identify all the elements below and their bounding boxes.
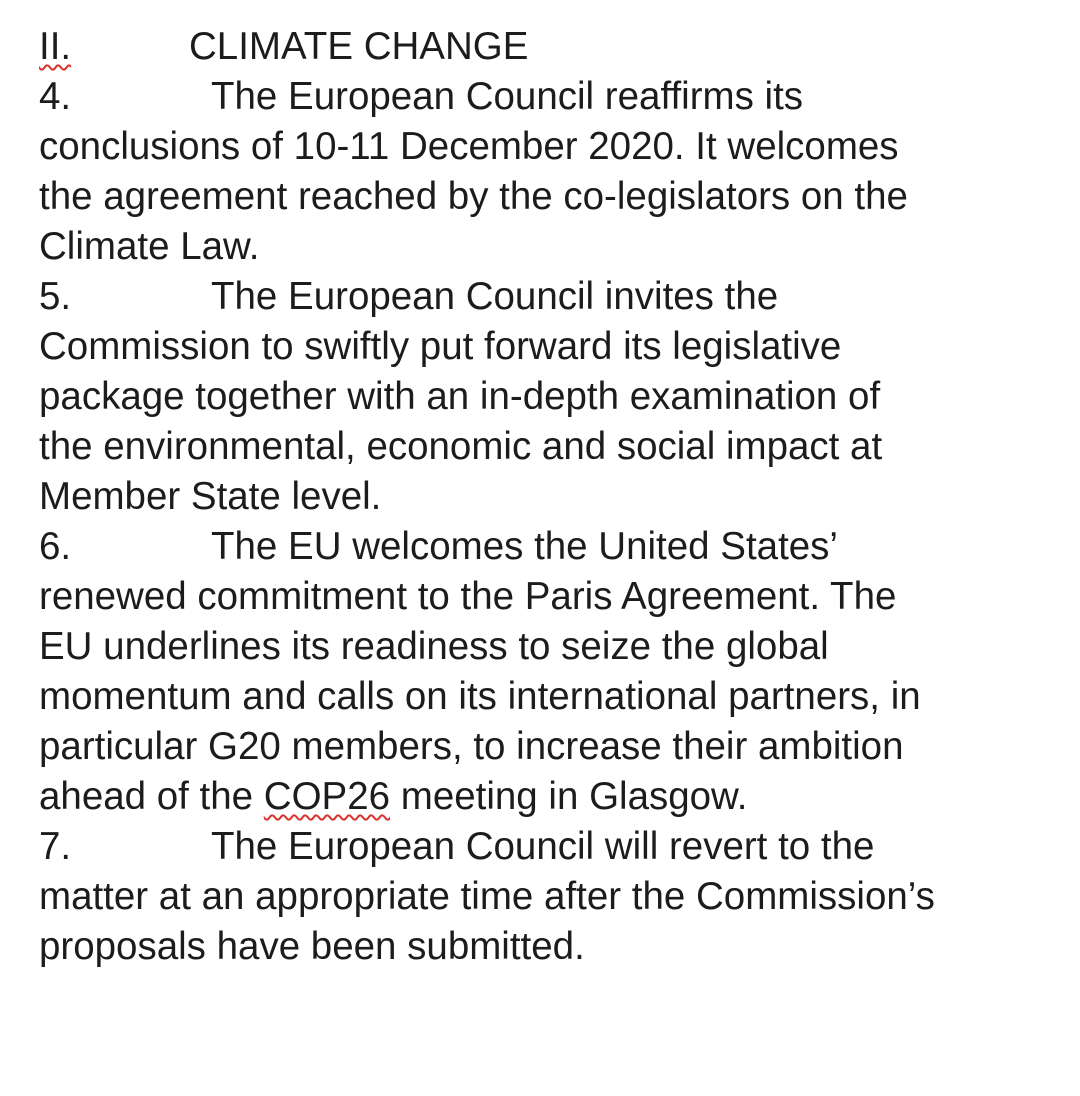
paragraph-line: conclusions of 10-11 December 2020. It welcomes bbox=[39, 125, 899, 168]
paragraph-line: Member State level. bbox=[39, 475, 382, 518]
paragraph-line: Commission to swiftly put forward its legislative bbox=[39, 325, 842, 368]
spellcheck-flagged-word[interactable]: COP26 bbox=[263, 775, 391, 818]
paragraph-line: momentum and calls on its international partners, in bbox=[39, 675, 921, 718]
paragraph-6 bbox=[39, 522, 1069, 822]
paragraph-text: The European Council invites the bbox=[211, 275, 779, 318]
paragraph-number: 5. bbox=[39, 275, 72, 318]
paragraph-line: package together with an in-depth examination of bbox=[39, 375, 881, 418]
paragraph-line bbox=[39, 272, 1069, 322]
paragraph-line: renewed commitment to the Paris Agreement. The bbox=[39, 575, 897, 618]
paragraph-line bbox=[39, 522, 1069, 572]
paragraph-line: the environmental, economic and social impact at bbox=[39, 425, 883, 468]
paragraph-5 bbox=[39, 272, 1069, 522]
paragraph-number: 4. bbox=[39, 75, 72, 118]
document-body[interactable] bbox=[39, 22, 1069, 972]
paragraph-7 bbox=[39, 822, 1069, 972]
paragraph-text: ahead of the bbox=[39, 775, 264, 818]
paragraph-text: The European Council will revert to the bbox=[211, 825, 875, 868]
paragraph-text: meeting in Glasgow. bbox=[390, 775, 748, 818]
section-title: CLIMATE CHANGE bbox=[189, 25, 529, 68]
paragraph-line bbox=[39, 822, 1069, 872]
paragraph-line: the agreement reached by the co-legislators on the bbox=[39, 175, 908, 218]
paragraph-line: Climate Law. bbox=[39, 225, 260, 268]
paragraph-text: The European Council reaffirms its bbox=[211, 75, 804, 118]
paragraph-line: particular G20 members, to increase their ambition bbox=[39, 725, 904, 768]
paragraph-line: proposals have been submitted. bbox=[39, 925, 585, 968]
paragraph-line bbox=[39, 772, 1069, 822]
section-heading bbox=[39, 22, 1069, 72]
paragraph-line: EU underlines its readiness to seize the global bbox=[39, 625, 829, 668]
paragraph-text: The EU welcomes the United States’ bbox=[211, 525, 838, 568]
paragraph-number: 6. bbox=[39, 525, 72, 568]
paragraph-number: 7. bbox=[39, 825, 72, 868]
section-number: II. bbox=[39, 25, 72, 68]
paragraph-line: matter at an appropriate time after the Commission’s bbox=[39, 875, 935, 918]
paragraph-4 bbox=[39, 72, 1069, 272]
paragraph-line bbox=[39, 72, 1069, 122]
